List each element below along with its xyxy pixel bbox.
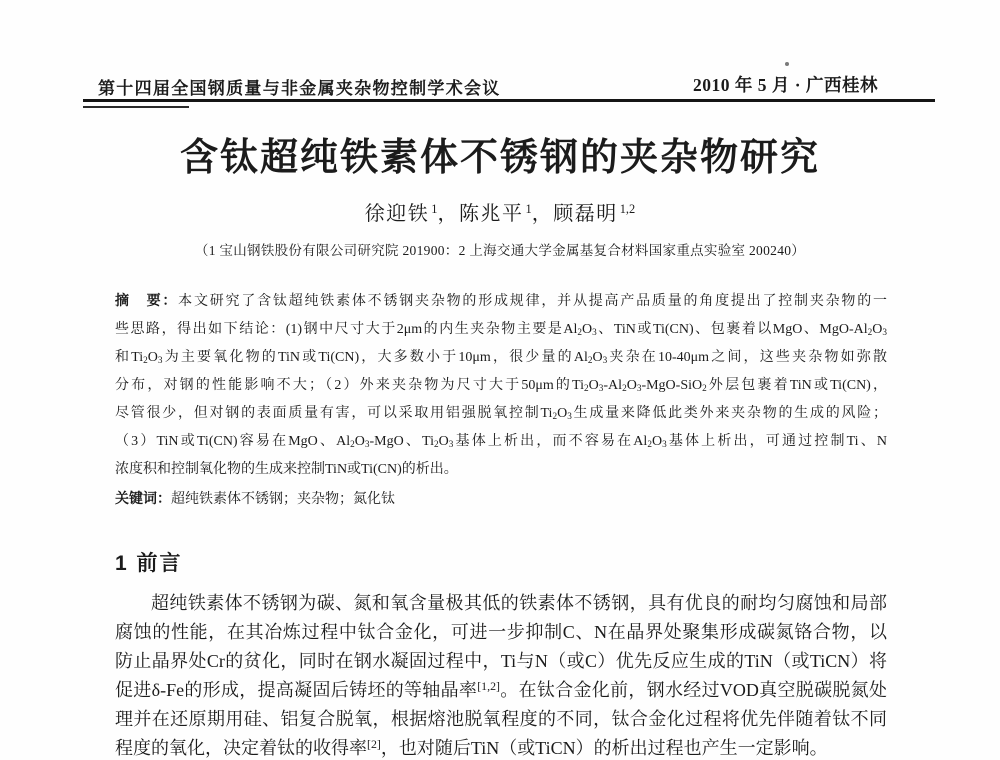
header-rule bbox=[83, 99, 935, 102]
intro-line-5: 理并在还原期用硅、铝复合脱氧，根据熔池脱氧程度的不同，钛合金化过程将优先伴随着钛不同 bbox=[115, 709, 887, 729]
abstract-line-1: 摘 要：本文研究了含钛超纯铁素体不锈钢夹杂物的形成规律，并从提高产品质量的角度提出了控制夹杂物的一 bbox=[115, 292, 888, 309]
conference-date-location: 2010 年 5 月 · 广西桂林 bbox=[693, 75, 878, 95]
intro-line-3: 防止晶界处Cr的贫化，同时在钢水凝固过程中，Ti与N（或C）优先反应生成的TiN（或TiCN）将 bbox=[115, 651, 887, 671]
scan-dot-artifact bbox=[785, 62, 789, 66]
intro-line-4: 促进δ-Fe的形成，提高凝固后铸坯的等轴晶率[1,2]。在钛合金化前，钢水经过VOD真空脱碳脱氮处 bbox=[115, 679, 887, 700]
paper-title: 含钛超纯铁素体不锈钢的夹杂物研究 bbox=[179, 137, 820, 179]
introduction-paragraph bbox=[115, 589, 887, 760]
authors-line: 徐迎铁 $^1$，陈兆平 $^1$，顾磊明 $^{1,2}$ bbox=[364, 202, 636, 225]
abstract-line-4: 分布，对钢的性能影响不大；（2）外来夹杂物为尺寸大于50μm的$Ti_2O_3-Al_2O_3-MgO-SiO_2$外层包裹着TiN或Ti(CN)， bbox=[115, 378, 888, 393]
intro-line-6: 程度的氧化，决定着钛的收得率[2]，也对随后TiN（或TiCN）的析出过程也产生一定影响。 bbox=[115, 737, 828, 758]
abstract-line-5: 尽管很少，但对钢的表面质量有害，可以采取用铝强脱氧控制$Ti_2O_3$生成量来降低此类外来夹杂物的生成的风险； bbox=[115, 406, 888, 421]
conference-name: 第十四届全国钢质量与非金属夹杂物控制学术会议 bbox=[98, 79, 501, 98]
header-rule-fragment bbox=[83, 106, 189, 108]
abstract-line-6: （3）TiN或Ti(CN)容易在MgO、$Al_2O_3$-MgO、$Ti_2O_3$基体上析出，而不容易在$Al_2O_3$基体上析出，可通过控制Ti、N bbox=[115, 434, 888, 449]
section-heading-introduction: 1 前言 bbox=[115, 552, 183, 575]
keywords-line: 关键词：超纯铁素体不锈钢；夹杂物；氮化钛 bbox=[115, 490, 395, 507]
intro-line-2: 腐蚀的性能，在其冶炼过程中钛合金化，可进一步抑制C、N在晶界处聚集形成碳氮铬合物，以 bbox=[115, 622, 887, 642]
abstract-line-2: 些思路，得出如下结论：(1)钢中尺寸大于2μm的内生夹杂物主要是$Al_2O_3$、TiN或Ti(CN)、包裹着以MgO、MgO-$Al_2O_3$ bbox=[115, 322, 888, 337]
intro-line-1: 超纯铁素体不锈钢为碳、氮和氧含量极其低的铁素体不锈钢，具有优良的耐均匀腐蚀和局部 bbox=[151, 593, 887, 613]
affiliation-line: （1 宝山钢铁股份有限公司研究院 201900：2 上海交通大学金属基复合材料国家重点实验室 200240） bbox=[194, 243, 806, 258]
abstract-block bbox=[115, 286, 887, 514]
abstract-line-3: 和$Ti_2O_3$为主要氧化物的TiN或Ti(CN)，大多数小于10μm，很少量的$Al_2O_3$夹杂在10-40μm之间，这些夹杂物如弥散 bbox=[115, 350, 888, 365]
abstract-line-7: 浓度积和控制氧化物的生成来控制TiN或Ti(CN)的析出。 bbox=[115, 462, 458, 477]
